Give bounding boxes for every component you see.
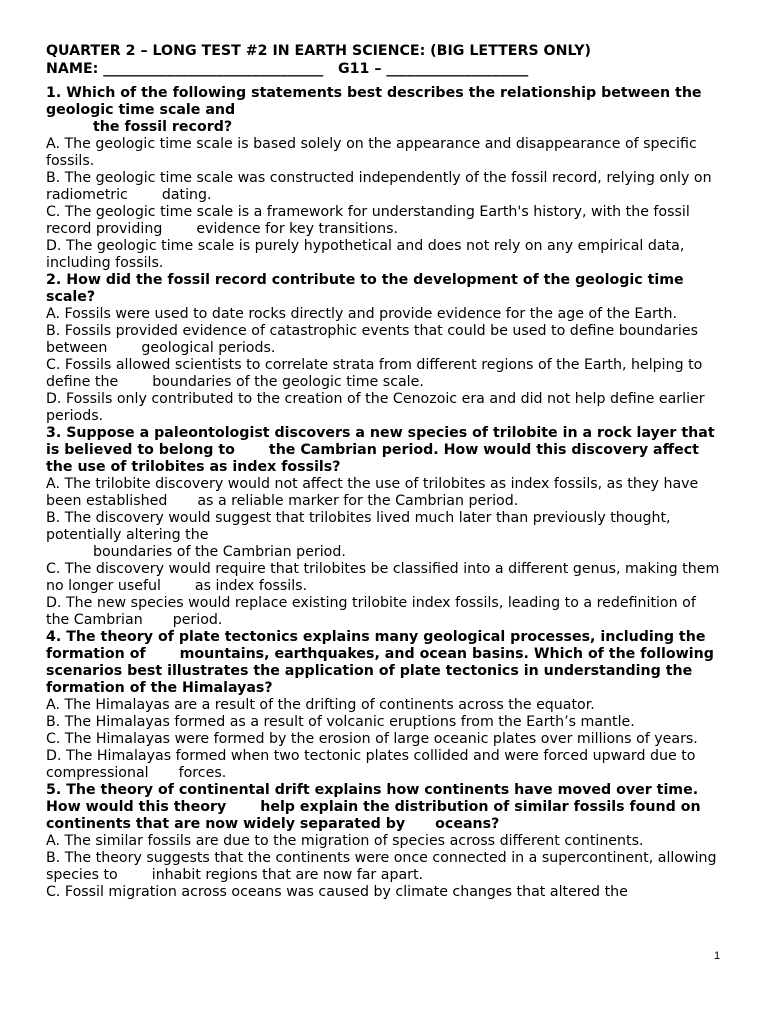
question-5-option-a: A. The similar fossils are due to the migration of species across different continents. (46, 833, 644, 849)
page-number: 1 (714, 950, 721, 962)
question-1-option-c: C. The geologic time scale is a framework for understanding Earth's history, with the fossil record providing evidence for key transitions. (46, 204, 690, 237)
question-2-option-b: B. Fossils provided evidence of catastrophic events that could be used to define boundaries between geological periods. (46, 323, 698, 356)
question-3-option-c: C. The discovery would require that trilobites be classified into a different genus, making them no longer useful as index fossils. (46, 561, 720, 594)
question-3-option-a: A. The trilobite discovery would not affect the use of trilobites as index fossils, as they have been established as a reliable marker for the Cambrian period. (46, 476, 699, 509)
question-4-option-a: A. The Himalayas are a result of the drifting of continents across the equator. (46, 697, 595, 713)
question-5-option-c: C. Fossil migration across oceans was caused by climate changes that altered the (46, 884, 628, 900)
question-4-option-c: C. The Himalayas were formed by the erosion of large oceanic plates over millions of years. (46, 731, 698, 747)
question-4 (46, 629, 722, 782)
question-2-option-a: A. Fossils were used to date rocks directly and provide evidence for the age of the Earth. (46, 306, 677, 322)
question-1-option-b: B. The geologic time scale was constructed independently of the fossil record, relying only on radiometric dating. (46, 170, 712, 203)
question-2-option-d: D. Fossils only contributed to the creation of the Cenozoic era and did not help define earlier periods. (46, 391, 705, 424)
question-4-stem: 4. The theory of plate tectonics explains many geological processes, including the formation of mountains, earthquakes, and ocean basins. Which of the following scenarios best illustrates the application of plate tectonics in understanding the formation of the Himalayas? (46, 629, 714, 696)
question-3-stem: 3. Suppose a paleontologist discovers a new species of trilobite in a rock layer that is believed to belong to the Cambrian period. How would this discovery affect the use of trilobites as index fossils? (46, 425, 715, 475)
question-3-option-b: B. The discovery would suggest that trilobites lived much later than previously thought, potentially altering the boundaries of the Cambrian period. (46, 510, 671, 560)
question-1 (46, 85, 722, 272)
question-1-stem: 1. Which of the following statements best describes the relationship between the geologic time scale and the fossil record? (46, 85, 702, 135)
question-1-option-a: A. The geologic time scale is based solely on the appearance and disappearance of specific fossils. (46, 136, 697, 169)
question-2-option-c: C. Fossils allowed scientists to correlate strata from different regions of the Earth, helping to define the boundaries of the geologic time scale. (46, 357, 703, 390)
name-section-line: NAME: _______________________________ G11 – ____________________ (46, 61, 529, 77)
question-5 (46, 782, 722, 901)
question-5-stem: 5. The theory of continental drift explains how continents have moved over time. How would this theory help explain the distribution of similar fossils found on continents that are now widely separated by oceans? (46, 782, 701, 832)
test-title: QUARTER 2 – LONG TEST #2 IN EARTH SCIENCE: (BIG LETTERS ONLY) (46, 43, 592, 59)
question-5-option-b: B. The theory suggests that the continents were once connected in a supercontinent, allowing species to inhabit regions that are now far apart. (46, 850, 717, 883)
question-4-option-d: D. The Himalayas formed when two tectonic plates collided and were forced upward due to compressional forces. (46, 748, 696, 781)
question-3-option-d: D. The new species would replace existing trilobite index fossils, leading to a redefinition of the Cambrian period. (46, 595, 696, 628)
question-1-option-d: D. The geologic time scale is purely hypothetical and does not rely on any empirical data, including fossils. (46, 238, 685, 271)
test-content (46, 43, 722, 901)
question-3 (46, 425, 722, 629)
question-2-stem: 2. How did the fossil record contribute to the development of the geologic time scale? (46, 272, 684, 305)
question-2 (46, 272, 722, 425)
question-4-option-b: B. The Himalayas formed as a result of volcanic eruptions from the Earth’s mantle. (46, 714, 635, 730)
